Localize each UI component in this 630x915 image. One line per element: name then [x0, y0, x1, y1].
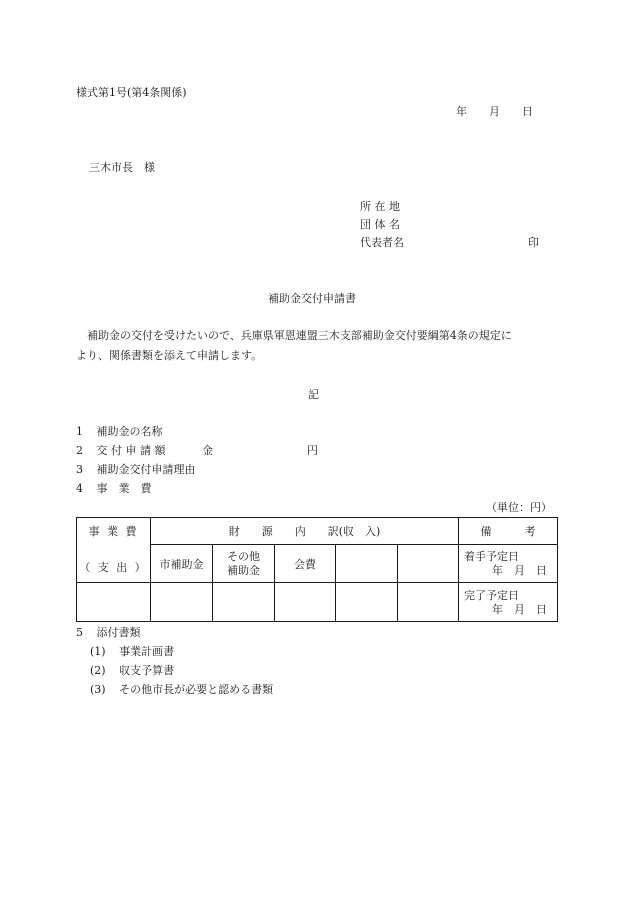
ki-heading: 記: [308, 388, 319, 401]
attachment-item: [90, 645, 174, 658]
item-4: [76, 482, 152, 495]
attachment-number: (1): [90, 645, 106, 658]
item-number: 2: [76, 444, 83, 457]
attachments-label: 添付書類: [96, 626, 141, 639]
item-label: 補助金交付申請理由: [96, 463, 196, 476]
applicant-address-label: 所 在 地: [360, 200, 400, 213]
attachment-label: 収支予算書: [119, 664, 175, 677]
item-number: 1: [76, 425, 83, 438]
item-3: [76, 463, 196, 476]
header-shishutsu: （ 支 出 ）: [79, 561, 148, 574]
value-kaihi[interactable]: [275, 583, 336, 622]
budget-table: [76, 517, 558, 622]
note-start-cell: [459, 545, 558, 583]
item-2: [76, 444, 166, 457]
body-line-2: より、関係書類を添えて申請します。: [76, 349, 263, 362]
subheader-shi-hojokin: 市補助金: [151, 545, 213, 583]
subheader-blank-2: [398, 545, 459, 583]
item-label: 交 付 申 請 額: [96, 444, 166, 457]
header-jigyohi-cell: [77, 518, 151, 583]
attachment-label: その他市長が必要と認める書類: [119, 683, 274, 696]
subheader-kaihi: 会費: [275, 545, 336, 583]
form-label: 様式第1号(第4条関係): [76, 86, 187, 99]
subheader-blank-1: [336, 545, 398, 583]
value-blank-2[interactable]: [398, 583, 459, 622]
note-end-label: 完了予定日: [464, 588, 520, 602]
attachment-item: [90, 664, 174, 677]
amount-kin-label: 金: [202, 444, 213, 457]
attachment-item: [90, 683, 273, 696]
addressee: 三木市長 様: [89, 161, 155, 174]
attachment-number: (3): [90, 683, 106, 696]
attachment-number: (2): [90, 664, 106, 677]
value-shi-hojokin[interactable]: [151, 583, 213, 622]
attachment-label: 事業計画書: [119, 645, 175, 658]
value-sonota[interactable]: [213, 583, 275, 622]
item-1: [76, 425, 163, 438]
item-number: 3: [76, 463, 83, 476]
note-end-date: 年 月 日: [492, 602, 548, 616]
document-title: 補助金交付申請書: [268, 292, 356, 305]
note-end-cell: [459, 583, 558, 622]
note-start-date: 年 月 日: [492, 564, 548, 577]
value-jigyohi[interactable]: [77, 583, 151, 622]
attachments-number: 5: [76, 626, 83, 639]
body-line-1: 補助金の交付を受けたいので、兵庫県軍恩連盟三木支部補助金交付要綱第4条の規定に: [87, 329, 512, 342]
subheader-sonota-line2: 補助金: [227, 563, 260, 577]
item-label: 補助金の名称: [96, 425, 163, 438]
header-biko: 備 考: [459, 518, 558, 545]
body-paragraph: [76, 326, 554, 366]
note-start-label: 着手予定日: [464, 550, 520, 563]
header-zaigen: 財 源 内 訳(収 入): [151, 518, 459, 545]
seal-mark: 印: [528, 236, 539, 249]
applicant-representative-label: 代表者名: [360, 236, 404, 249]
header-jigyohi: 事 業 費: [88, 525, 139, 538]
amount-yen-label: 円: [307, 444, 318, 457]
unit-note: （単位：円）: [486, 501, 552, 514]
date-line: 年 月 日: [456, 105, 533, 118]
value-blank-1[interactable]: [336, 583, 398, 622]
subheader-sonota: [213, 545, 275, 583]
item-number: 4: [76, 482, 83, 495]
applicant-group-label: 団 体 名: [360, 218, 400, 231]
attachments-heading: [76, 626, 141, 639]
subheader-sonota-line1: その他: [227, 549, 260, 563]
item-label: 事 業 費: [96, 482, 152, 495]
